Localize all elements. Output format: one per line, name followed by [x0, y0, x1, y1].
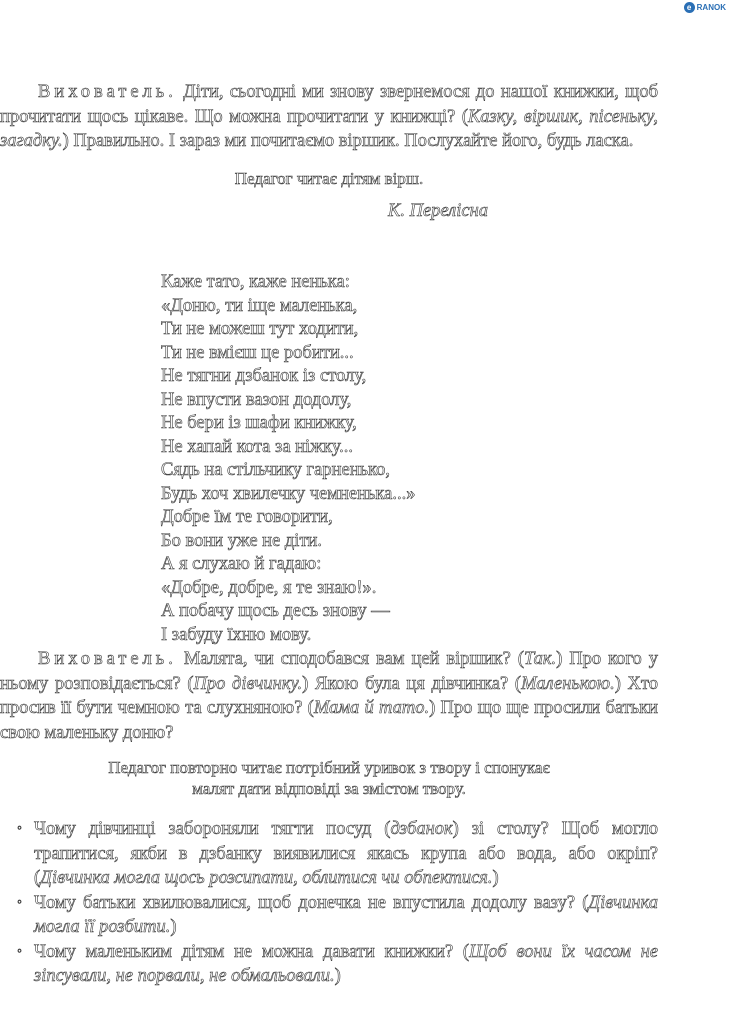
poem-line: Сядь на стільчику гарненько,	[161, 460, 390, 480]
discussion-text: ) Якою була ця дівчинка? (	[302, 673, 522, 694]
discussion-paragraph	[0, 647, 658, 745]
question-answer: Дівчинка могла щось розсипати, облитися чи обпектися.	[40, 868, 493, 888]
stage-direction-2	[0, 757, 658, 799]
bullet-icon: ◦	[17, 821, 22, 836]
poem-line: Не бери із шафи книжку,	[161, 413, 357, 433]
poem-line: Добре їм те говорити,	[161, 507, 333, 527]
discussion-text: Малята, чи сподобався вам цей віршик? (	[176, 649, 525, 669]
question-text: Чому дівчинці забороняли тягти посуд (	[34, 819, 391, 839]
direction-line: малят дати відповіді за змістом твору.	[192, 779, 466, 798]
poem-line: Бо вони уже не діти.	[161, 530, 323, 551]
poem-line: А я слухаю й гадаю:	[161, 554, 322, 574]
page-content	[0, 80, 658, 989]
speaker-label: Вихователь.	[38, 82, 177, 102]
list-item	[0, 891, 658, 940]
poem-line: Не тягни дзбанок із столу,	[161, 366, 367, 386]
discussion-text: ) Хто просив її бути чемною та слухняною? (	[0, 673, 658, 718]
poem-line: «Добре, добре, я те знаю!».	[161, 577, 377, 598]
poem-line: Будь хоч хвилечку чемненька...»	[161, 483, 416, 504]
discussion-answer: Так.	[524, 649, 557, 669]
poem-line: «Доню, ти іще маленька,	[161, 295, 358, 316]
poem-line: Ти не можеш тут ходити,	[161, 319, 359, 339]
question-answer: Щоб вони їх часом не зіпсували, не порвали, не обмальовали.	[34, 941, 658, 986]
publisher-logo	[684, 0, 726, 14]
stage-direction: Педагог читає дітям вірш.	[234, 168, 424, 188]
list-item	[0, 940, 658, 989]
logo-text: RANOK	[696, 2, 726, 12]
list-item	[0, 817, 658, 891]
question-text: )	[492, 868, 499, 888]
speaker-label: Вихователь.	[38, 649, 177, 669]
intro-paragraph	[0, 80, 658, 154]
intro-text-1: Діти, сьогодні ми знову звернемося до нашої книжки, щоб прочитати щось цікаве. Що можна прочитати у книжці? (	[0, 82, 658, 127]
poem	[161, 271, 658, 647]
discussion-answer: Маленькою.	[521, 673, 615, 694]
poem-line: А побачу щось десь знову —	[161, 601, 390, 621]
bullet-icon: ◦	[17, 943, 22, 959]
poem-line: Каже тато, каже ненька:	[161, 272, 350, 292]
question-answer: Дівчинка могла її розбити.	[34, 892, 658, 937]
logo-mark-icon: e	[684, 2, 695, 13]
bullet-icon: ◦	[17, 894, 22, 910]
question-text: )	[334, 966, 341, 986]
discussion-text: ) Про що ще просили батьки свою маленьку доню?	[0, 698, 659, 743]
intro-answer: Казку, віршик, пісеньку, загадку.	[0, 106, 658, 151]
poem-line: І забуду їхню мову.	[161, 624, 312, 645]
poem-line: Не впусти вазон додолу,	[161, 389, 352, 410]
question-text: Чому батьки хвилювалися, щоб донечка не впустила додолу вазу? (	[34, 892, 589, 913]
intro-text-2: ) Правильно. І зараз ми почитаємо віршик. Послухайте його, будь ласка.	[62, 131, 634, 151]
poem-author: К. Перелісна	[388, 200, 488, 221]
question-text: Чому маленьким дітям не можна давати книжки? (	[34, 941, 470, 962]
discussion-answer: Мама й тато.	[313, 698, 430, 718]
question-term: дзбанок	[390, 819, 453, 839]
question-list	[0, 817, 658, 989]
question-text: )	[170, 917, 177, 937]
discussion-text: ) Про кого у ньому розповідається? (	[0, 649, 658, 694]
question-text: ) зі столу? Щоб могло трапитися, якби в дзбанку виявилися якась крупа або вода, або окріп? (	[34, 819, 658, 888]
discussion-answer: Про дівчинку.	[193, 673, 303, 694]
poem-line: Ти не вмієш це робити...	[161, 342, 354, 363]
poem-line: Не хапай кота за ніжку...	[161, 436, 353, 457]
direction-line: Педагог повторно читає потрібний уривок з твору і спонукає	[108, 758, 550, 777]
